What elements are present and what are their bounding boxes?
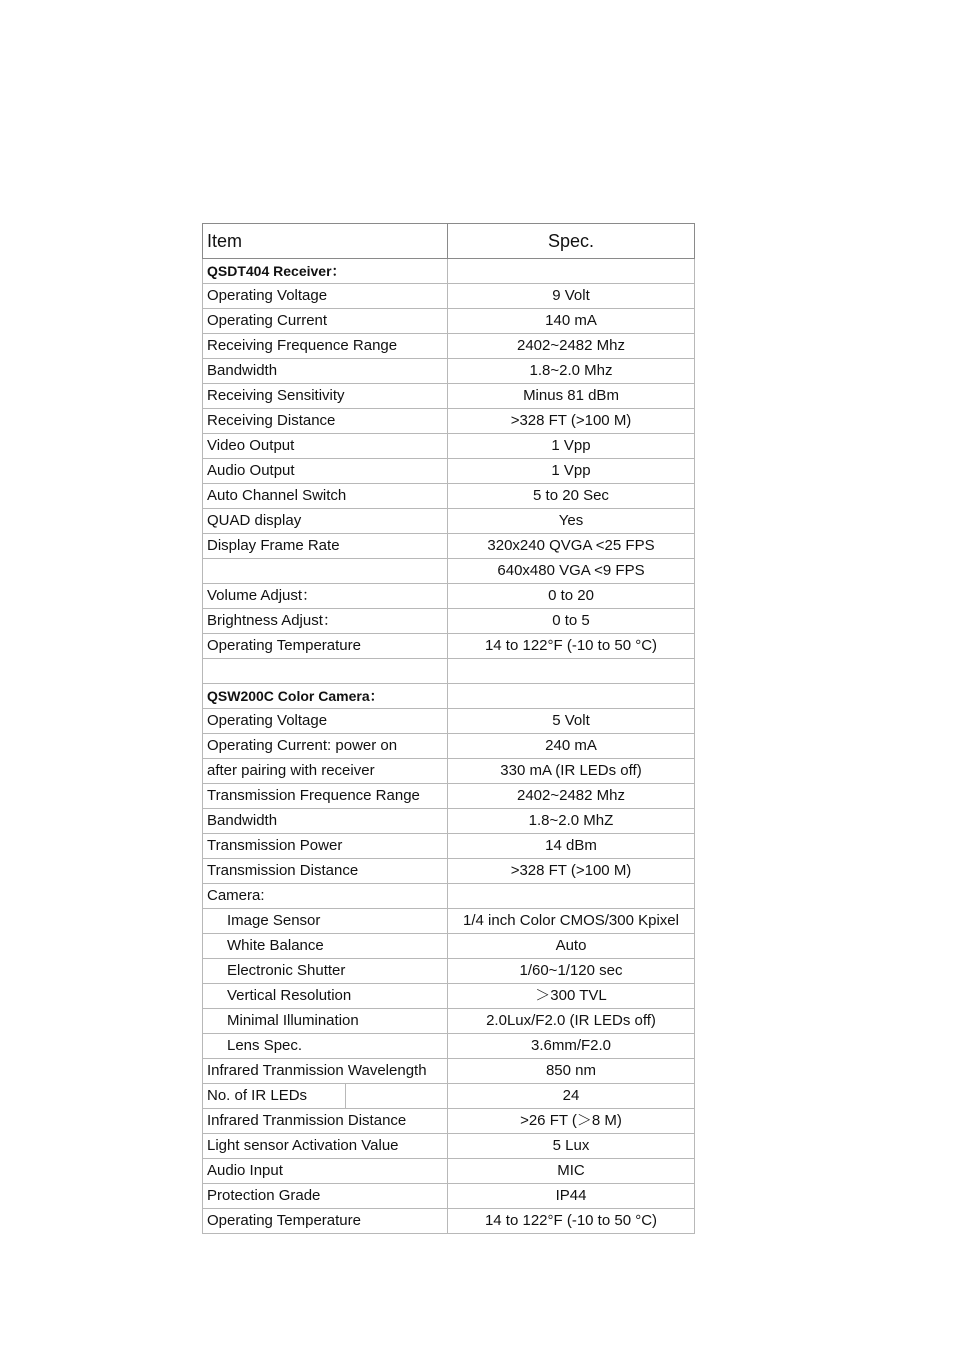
item-cell: White Balance [203,934,448,959]
table-row [203,384,695,409]
item-cell: Camera: [203,884,448,909]
item-cell: Auto Channel Switch [203,484,448,509]
table-row [203,909,695,934]
item-cell: Light sensor Activation Value [203,1134,448,1159]
table-row [203,559,695,584]
table-row [203,734,695,759]
spec-cell [448,659,695,684]
item-cell: Bandwidth [203,359,448,384]
spec-cell: 1/60~1/120 sec [448,959,695,984]
spec-cell: 330 mA (IR LEDs off) [448,759,695,784]
item-cell: Audio Input [203,1159,448,1184]
spec-cell: 2402~2482 Mhz [448,334,695,359]
table-row [203,584,695,609]
spec-cell: 0 to 20 [448,584,695,609]
header-spec: Spec. [448,224,695,259]
table-row [203,834,695,859]
table-row [203,309,695,334]
table-row [203,959,695,984]
table-row [203,1159,695,1184]
spec-cell [448,259,695,284]
spec-cell: 14 to 122°F (-10 to 50 °C) [448,634,695,659]
item-cell: Transmission Frequence Range [203,784,448,809]
spec-cell: 2.0Lux/F2.0 (IR LEDs off) [448,1009,695,1034]
header-item: Item [203,224,448,259]
item-cell: QSW200C Color Camera： [203,684,448,709]
spec-cell: 1.8~2.0 MhZ [448,809,695,834]
table-row [203,1134,695,1159]
spec-cell: 5 to 20 Sec [448,484,695,509]
table-row [203,859,695,884]
table-row [203,459,695,484]
item-cell: Operating Voltage [203,709,448,734]
item-cell: Receiving Distance [203,409,448,434]
spec-cell: 1/4 inch Color CMOS/300 Kpixel [448,909,695,934]
spec-cell: 2402~2482 Mhz [448,784,695,809]
item-cell: after pairing with receiver [203,759,448,784]
item-cell [203,559,448,584]
item-cell: Video Output [203,434,448,459]
table-row [203,1109,695,1134]
table-row [203,809,695,834]
cell-divider [345,1083,346,1108]
table-row [203,659,695,684]
item-cell: Bandwidth [203,809,448,834]
spec-cell: 3.6mm/F2.0 [448,1034,695,1059]
table-row [203,284,695,309]
spec-cell: MIC [448,1159,695,1184]
table-row [203,334,695,359]
table-row [203,509,695,534]
item-cell: Infrared Tranmission Distance [203,1109,448,1134]
item-cell: Infrared Tranmission Wavelength [203,1059,448,1084]
table-header-row [203,224,695,259]
item-cell: Audio Output [203,459,448,484]
spec-cell: >328 FT (>100 M) [448,859,695,884]
spec-cell: Minus 81 dBm [448,384,695,409]
item-cell: Operating Voltage [203,284,448,309]
table-row [203,884,695,909]
spec-cell [448,884,695,909]
spec-cell: 24 [448,1084,695,1109]
spec-cell: 1 Vpp [448,434,695,459]
spec-cell: 0 to 5 [448,609,695,634]
item-cell: Volume Adjust： [203,584,448,609]
table-row [203,534,695,559]
table-row [203,409,695,434]
item-cell: Operating Current: power on [203,734,448,759]
spec-cell: 240 mA [448,734,695,759]
table-row [203,609,695,634]
table-row [203,359,695,384]
spec-cell: 640x480 VGA <9 FPS [448,559,695,584]
table-row [203,709,695,734]
spec-cell: 5 Volt [448,709,695,734]
table-row [203,1084,695,1109]
item-cell [203,659,448,684]
item-cell: Operating Temperature [203,1209,448,1234]
spec-cell: 850 nm [448,1059,695,1084]
item-cell: Operating Current [203,309,448,334]
table-row [203,934,695,959]
item-cell: Vertical Resolution [203,984,448,1009]
spec-table-body [203,224,695,1234]
item-cell: Transmission Power [203,834,448,859]
table-row [203,1034,695,1059]
item-cell: Operating Temperature [203,634,448,659]
spec-cell: 5 Lux [448,1134,695,1159]
item-cell: Protection Grade [203,1184,448,1209]
spec-cell: 14 to 122°F (-10 to 50 °C) [448,1209,695,1234]
spec-cell: 1.8~2.0 Mhz [448,359,695,384]
table-row [203,484,695,509]
item-cell: Display Frame Rate [203,534,448,559]
item-cell: No. of IR LEDs [203,1084,448,1109]
table-row [203,784,695,809]
section-row [203,684,695,709]
item-cell: Brightness Adjust： [203,609,448,634]
item-cell: QSDT404 Receiver： [203,259,448,284]
spec-cell: Auto [448,934,695,959]
spec-table [202,223,695,1234]
table-row [203,434,695,459]
spec-cell: >328 FT (>100 M) [448,409,695,434]
spec-cell: ＞300 TVL [448,984,695,1009]
table-row [203,759,695,784]
item-cell: Receiving Sensitivity [203,384,448,409]
spec-cell: 320x240 QVGA <25 FPS [448,534,695,559]
spec-cell: 9 Volt [448,284,695,309]
item-cell: Electronic Shutter [203,959,448,984]
spec-cell: 14 dBm [448,834,695,859]
section-row [203,259,695,284]
spec-cell: IP44 [448,1184,695,1209]
item-cell: Image Sensor [203,909,448,934]
item-cell: Minimal Illumination [203,1009,448,1034]
item-cell: Lens Spec. [203,1034,448,1059]
item-cell: Transmission Distance [203,859,448,884]
table-row [203,984,695,1009]
spec-cell: >26 FT (＞8 M) [448,1109,695,1134]
table-row [203,634,695,659]
spec-cell: 1 Vpp [448,459,695,484]
table-row [203,1059,695,1084]
table-row [203,1184,695,1209]
spec-cell: 140 mA [448,309,695,334]
item-cell: QUAD display [203,509,448,534]
spec-cell: Yes [448,509,695,534]
table-row [203,1009,695,1034]
spec-cell [448,684,695,709]
table-row [203,1209,695,1234]
item-cell: Receiving Frequence Range [203,334,448,359]
